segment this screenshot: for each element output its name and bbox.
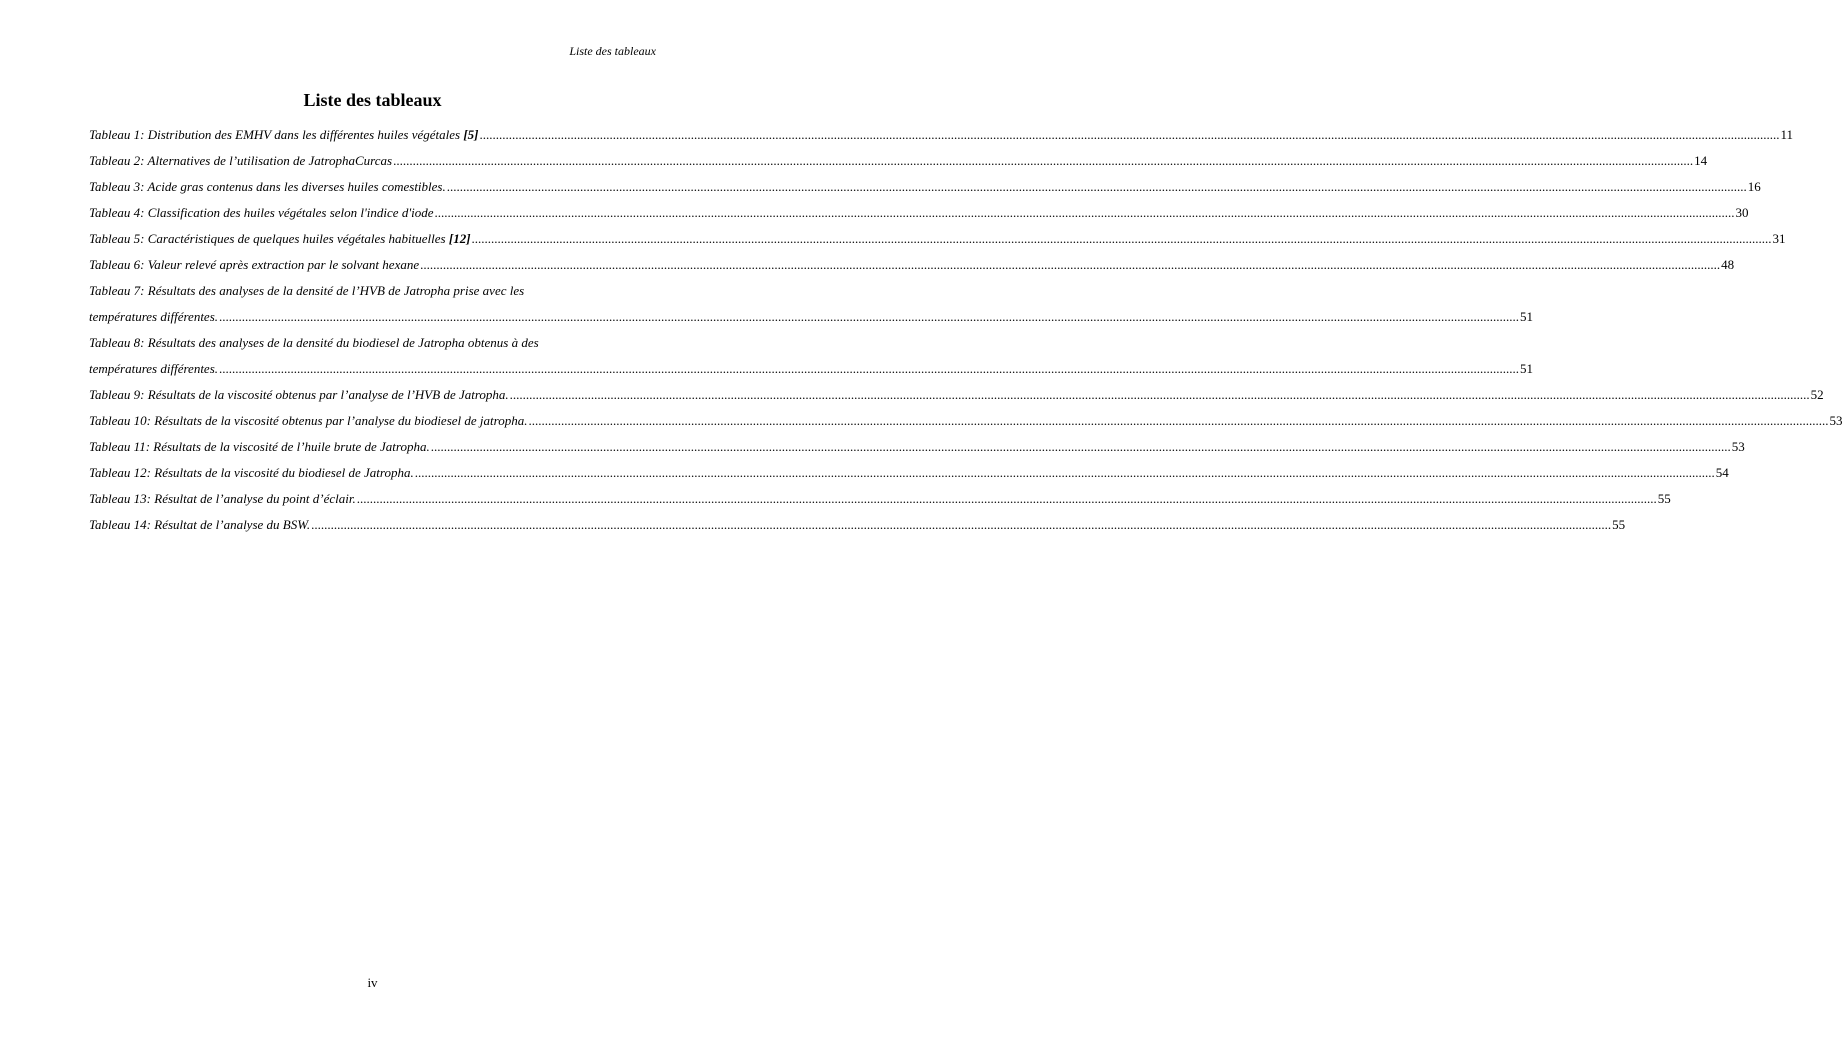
table-entry-page: 55 xyxy=(1612,517,1626,532)
table-entry[interactable] xyxy=(89,512,1626,538)
page-number: iv xyxy=(367,975,378,990)
dot-leader: ................................................................................................................................................................................................................................................................................................................................................................................................................ xyxy=(356,491,1657,506)
table-entry-line xyxy=(89,174,1761,200)
caption-text: Tableau 1: Distribution des EMHV dans les différentes huiles végétales xyxy=(89,127,464,142)
table-entry-line xyxy=(89,200,1749,226)
table-entry-caption xyxy=(89,356,218,382)
table-entry-caption xyxy=(89,200,433,226)
table-entry-caption xyxy=(89,512,310,538)
table-entry-page: 53 xyxy=(1731,439,1745,454)
table-entry-page: 11 xyxy=(1780,127,1794,142)
table-entry[interactable] xyxy=(89,434,1745,460)
caption-text: Tableau 2: Alternatives de l’utilisation de JatrophaCurcas xyxy=(89,153,393,168)
table-entry-line xyxy=(89,460,1729,486)
table-entry-caption xyxy=(89,486,356,512)
dot-leader: ................................................................................................................................................................................................................................................................................................................................................................................................................ xyxy=(219,309,1520,324)
table-entry[interactable] xyxy=(89,252,1735,278)
table-entry-line xyxy=(89,382,1824,408)
table-entry-line xyxy=(89,434,1745,460)
table-entry-page: 14 xyxy=(1694,153,1708,168)
table-entry-line xyxy=(89,408,1842,434)
table-entry-page: 55 xyxy=(1657,491,1671,506)
table-entry-caption xyxy=(89,226,471,252)
table-entry-page: 53 xyxy=(1829,413,1842,428)
table-entry[interactable] xyxy=(89,122,1794,148)
table-entry-page: 30 xyxy=(1735,205,1749,220)
dot-leader: ................................................................................................................................................................................................................................................................................................................................................................................................................ xyxy=(446,179,1747,194)
table-entry-line xyxy=(89,252,1735,278)
table-entry[interactable] xyxy=(89,148,1708,174)
dot-leader: ................................................................................................................................................................................................................................................................................................................................................................................................................ xyxy=(528,413,1829,428)
caption-text: Tableau 4: Classification des huiles végétales selon l'indice d'iode xyxy=(89,205,434,220)
table-entry[interactable] xyxy=(89,278,1534,330)
caption-text: Tableau 14: Résultat de l’analyse du BSW. xyxy=(89,517,311,532)
caption-text: températures différentes. xyxy=(89,309,219,324)
table-entry[interactable] xyxy=(89,486,1671,512)
table-entry-line xyxy=(89,486,1671,512)
table-entry[interactable] xyxy=(89,460,1729,486)
table-entry[interactable] xyxy=(89,200,1749,226)
table-entry-page: 51 xyxy=(1520,361,1534,376)
caption-text: Tableau 10: Résultats de la viscosité obtenus par l’analyse du biodiesel de jatropha. xyxy=(89,413,528,428)
table-entry[interactable] xyxy=(89,408,1842,434)
table-entry-line xyxy=(89,226,1786,252)
table-list xyxy=(89,122,1842,538)
table-entry-caption xyxy=(89,460,414,486)
table-entry-page: 48 xyxy=(1721,257,1735,272)
caption-text: Tableau 13: Résultat de l’analyse du point d’éclair. xyxy=(89,491,356,506)
table-entry-caption xyxy=(89,434,430,460)
table-entry-page: 54 xyxy=(1715,465,1729,480)
table-entry-line xyxy=(89,122,1794,148)
table-entry[interactable] xyxy=(89,226,1786,252)
dot-leader: ................................................................................................................................................................................................................................................................................................................................................................................................................ xyxy=(414,465,1715,480)
table-entry-caption xyxy=(89,382,509,408)
caption-text: Tableau 11: Résultats de la viscosité de l’huile brute de Jatropha. xyxy=(89,439,430,454)
caption-text: Tableau 3: Acide gras contenus dans les diverses huiles comestibles. xyxy=(89,179,446,194)
table-entry-caption xyxy=(89,174,446,200)
table-entry[interactable] xyxy=(89,330,1534,382)
table-entry-caption xyxy=(89,148,392,174)
running-header: Liste des tableaux xyxy=(569,44,656,58)
table-entry-page: 16 xyxy=(1747,179,1761,194)
caption-text: températures différentes. xyxy=(89,361,219,376)
table-entry-page: 31 xyxy=(1772,231,1786,246)
citation-ref: [12] xyxy=(448,231,471,246)
dot-leader: ................................................................................................................................................................................................................................................................................................................................................................................................................ xyxy=(219,361,1520,376)
table-entry-page: 51 xyxy=(1520,309,1534,324)
dot-leader: ................................................................................................................................................................................................................................................................................................................................................................................................................ xyxy=(311,517,1612,532)
table-entry-line: Tableau 7: Résultats des analyses de la densité de l’HVB de Jatropha prise avec les xyxy=(89,283,525,298)
caption-text: Tableau 9: Résultats de la viscosité obtenus par l’analyse de l’HVB de Jatropha. xyxy=(89,387,509,402)
table-entry-page: 52 xyxy=(1810,387,1824,402)
dot-leader: ................................................................................................................................................................................................................................................................................................................................................................................................................ xyxy=(420,257,1721,272)
table-entry-line: Tableau 8: Résultats des analyses de la densité du biodiesel de Jatropha obtenus à des xyxy=(89,335,539,350)
table-entry-caption xyxy=(89,304,218,330)
page-title: Liste des tableaux xyxy=(303,90,442,110)
dot-leader: ................................................................................................................................................................................................................................................................................................................................................................................................................ xyxy=(430,439,1731,454)
table-entry-line xyxy=(89,356,1534,382)
table-entry-caption xyxy=(89,122,479,148)
table-entry-line xyxy=(89,512,1626,538)
caption-text: Tableau 5: Caractéristiques de quelques huiles végétales habituelles xyxy=(89,231,449,246)
dot-leader: ................................................................................................................................................................................................................................................................................................................................................................................................................ xyxy=(509,387,1810,402)
table-entry[interactable] xyxy=(89,174,1761,200)
dot-leader: ................................................................................................................................................................................................................................................................................................................................................................................................................ xyxy=(393,153,1694,168)
table-entry-caption xyxy=(89,408,527,434)
dot-leader: ................................................................................................................................................................................................................................................................................................................................................................................................................ xyxy=(471,231,1772,246)
dot-leader: ................................................................................................................................................................................................................................................................................................................................................................................................................ xyxy=(479,127,1780,142)
dot-leader: ................................................................................................................................................................................................................................................................................................................................................................................................................ xyxy=(434,205,1735,220)
table-entry-line xyxy=(89,304,1534,330)
caption-text: Tableau 6: Valeur relevé après extraction par le solvant hexane xyxy=(89,257,420,272)
table-entry[interactable] xyxy=(89,382,1824,408)
caption-text: Tableau 12: Résultats de la viscosité du biodiesel de Jatropha. xyxy=(89,465,414,480)
table-entry-line xyxy=(89,148,1708,174)
table-entry-caption xyxy=(89,252,419,278)
citation-ref: [5] xyxy=(463,127,479,142)
